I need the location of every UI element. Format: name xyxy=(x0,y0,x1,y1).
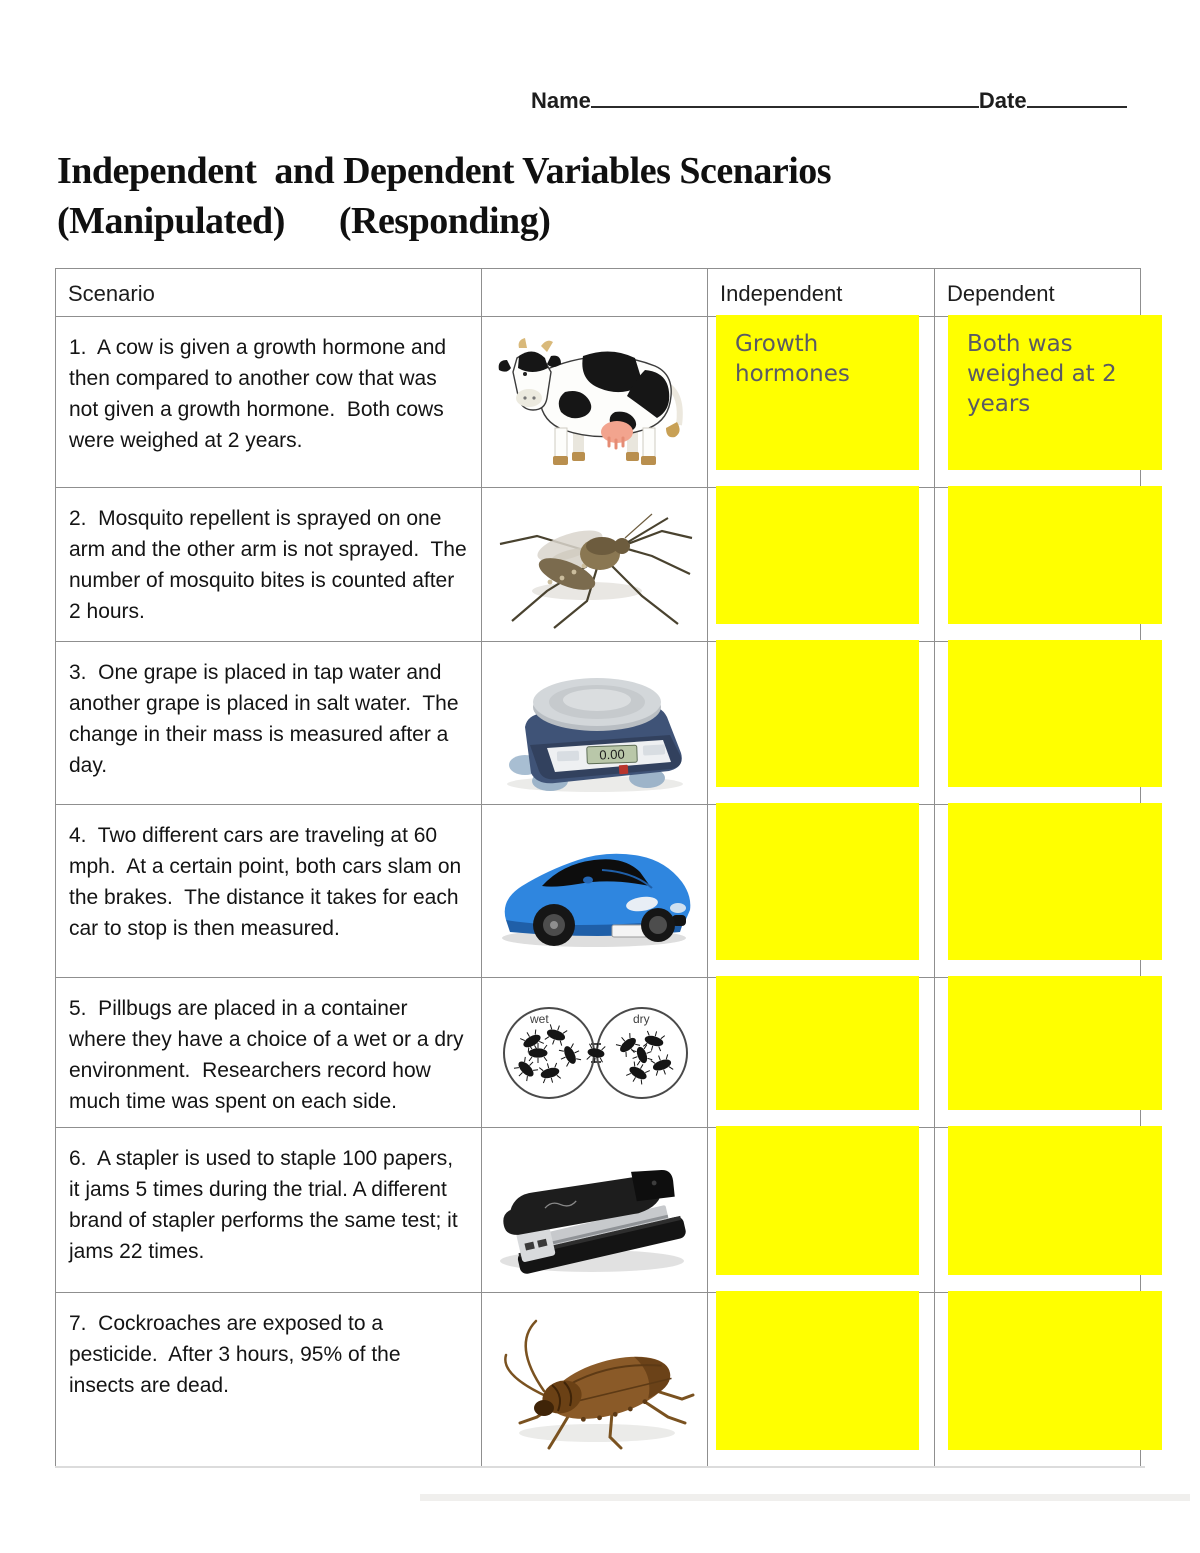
scenario-text-7: 7. Cockroaches are exposed to a pesticide. After 3 hours, 95% of the insects are dead. xyxy=(56,1293,482,1468)
dependent-cell-1 xyxy=(935,317,1141,488)
independent-cell-1 xyxy=(708,317,935,488)
dependent-cell-2 xyxy=(935,488,1141,642)
independent-cell-5 xyxy=(708,978,935,1128)
mosquito-image xyxy=(492,496,697,634)
pillbug-choice-diagram xyxy=(492,989,697,1117)
cockroach-image xyxy=(492,1305,697,1455)
independent-cell-4 xyxy=(708,805,935,978)
scenario-text-2: 2. Mosquito repellent is sprayed on one arm and the other arm is not sprayed. The number of mosquito bites is counted after 2 hours. xyxy=(56,488,482,642)
image-cell-6 xyxy=(482,1128,708,1293)
independent-answer-box-4[interactable] xyxy=(716,803,919,960)
date-input-line[interactable] xyxy=(1027,86,1127,108)
scenario-text-6: 6. A stapler is used to staple 100 papers, it jams 5 times during the trial. A different brand of stapler performs the same test; it jams 22 times. xyxy=(56,1128,482,1293)
scenario-text-3: 3. One grape is placed in tap water and another grape is placed in salt water. The change in their mass is measured after a day. xyxy=(56,642,482,805)
image-cell-4 xyxy=(482,805,708,978)
dry-label: dry xyxy=(633,1011,650,1026)
dependent-answer-box-1[interactable] xyxy=(948,315,1162,470)
table-row-4 xyxy=(56,805,1141,978)
name-input-line[interactable] xyxy=(591,86,979,108)
independent-answer-text-1: Growth hormones xyxy=(735,331,850,387)
independent-cell-2 xyxy=(708,488,935,642)
cow-image xyxy=(495,330,695,475)
col-header-dependent: Dependent xyxy=(935,269,1141,317)
dependent-answer-box-4[interactable] xyxy=(948,803,1162,960)
table-row-3 xyxy=(56,642,1141,805)
independent-answer-box-6[interactable] xyxy=(716,1126,919,1275)
digital-scale-image xyxy=(495,649,695,797)
table-header-row xyxy=(56,269,1141,317)
dependent-answer-text-1: Both was weighed at 2 years xyxy=(967,331,1117,417)
dependent-cell-4 xyxy=(935,805,1141,978)
wet-label: wet xyxy=(530,1011,549,1026)
independent-answer-box-7[interactable] xyxy=(716,1291,919,1450)
dependent-answer-box-3[interactable] xyxy=(948,640,1162,787)
scenario-text-1: 1. A cow is given a growth hormone and then compared to another cow that was not given a growth hormone. Both cows were weighed at 2 years. xyxy=(56,317,482,488)
table-row-7 xyxy=(56,1293,1141,1468)
independent-answer-box-3[interactable] xyxy=(716,640,919,787)
scenarios-table xyxy=(55,268,1141,1468)
image-cell-5 xyxy=(482,978,708,1128)
page-title xyxy=(57,146,831,246)
title-line-2: (Manipulated) (Responding) xyxy=(57,200,551,242)
independent-cell-6 xyxy=(708,1128,935,1293)
name-label: Name xyxy=(531,88,591,113)
name-date-row xyxy=(531,86,1127,114)
col-header-independent: Independent xyxy=(708,269,935,317)
table-row-6 xyxy=(56,1128,1141,1293)
col-header-scenario: Scenario xyxy=(56,269,482,317)
scan-artifact-strip xyxy=(420,1494,1190,1501)
dependent-cell-3 xyxy=(935,642,1141,805)
title-line-1: Independent and Dependent Variables Scenarios xyxy=(57,150,832,192)
image-cell-1 xyxy=(482,317,708,488)
dependent-answer-box-6[interactable] xyxy=(948,1126,1162,1275)
dependent-cell-7 xyxy=(935,1293,1141,1468)
dependent-cell-5 xyxy=(935,978,1141,1128)
image-cell-7 xyxy=(482,1293,708,1468)
dependent-answer-box-2[interactable] xyxy=(948,486,1162,624)
scale-display-value: 0.00 xyxy=(598,746,625,763)
image-cell-3 xyxy=(482,642,708,805)
blue-car-image xyxy=(492,824,697,959)
table-bottom-shadow xyxy=(55,1466,1145,1468)
col-header-image xyxy=(482,269,708,317)
dependent-cell-6 xyxy=(935,1128,1141,1293)
independent-cell-7 xyxy=(708,1293,935,1468)
dependent-answer-box-5[interactable] xyxy=(948,976,1162,1110)
stapler-image xyxy=(492,1140,697,1280)
table-row-5 xyxy=(56,978,1141,1128)
date-label: Date xyxy=(978,88,1027,113)
independent-cell-3 xyxy=(708,642,935,805)
image-cell-2 xyxy=(482,488,708,642)
independent-answer-box-2[interactable] xyxy=(716,486,919,624)
scenario-text-4: 4. Two different cars are traveling at 60 mph. At a certain point, both cars slam on the brakes. The distance it takes for each car to stop is then measured. xyxy=(56,805,482,978)
independent-answer-box-1[interactable] xyxy=(716,315,919,470)
independent-answer-box-5[interactable] xyxy=(716,976,919,1110)
dependent-answer-box-7[interactable] xyxy=(948,1291,1162,1450)
table-row-1 xyxy=(56,317,1141,488)
table-row-2 xyxy=(56,488,1141,642)
scenario-text-5: 5. Pillbugs are placed in a container where they have a choice of a wet or a dry environment. Researchers record how much time was spent on each side. xyxy=(56,978,482,1128)
